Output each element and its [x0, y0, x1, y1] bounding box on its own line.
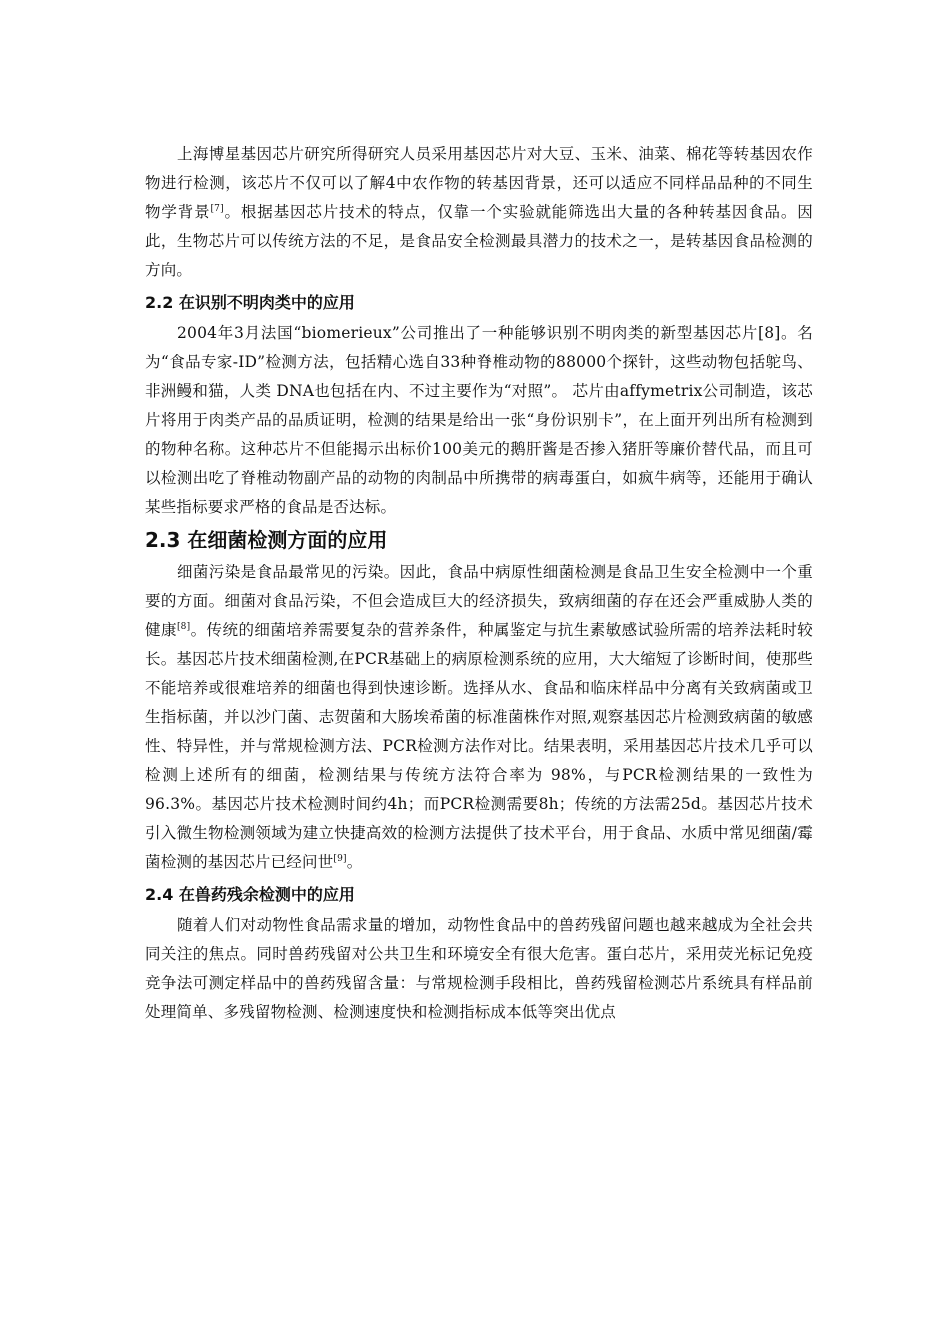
- paragraph-text: 。: [346, 853, 363, 871]
- document-page: [145, 140, 813, 1027]
- paragraph-bacteria-detection: [145, 558, 813, 877]
- paragraph-meat-identification: 2004年3月法国“biomerieux”公司推出了一种能够识别不明肉类的新型基因芯片[8]。名为“食品专家-ID”检测方法，包括精心选自33种脊椎动物的88000个探针，这些动物包括鸵鸟、非洲鳗和猫，人类 DNA也包括在内、不过主要作为“对照”。 芯片由affymetrix公司制造，该芯片将用于肉类产品的品质证明，检测的结果是给出一张“身份识别卡”，在上面开列出所有检测到的物种名称。这种芯片不但能揭示出标价100美元的鹅肝酱是否掺入猪肝等廉价替代品，而且可以检测出吃了脊椎动物副产品的动物的肉制品中所携带的病毒蛋白，如疯牛病等，还能用于确认某些指标要求严格的食品是否达标。: [145, 324, 813, 516]
- paragraph-text: 上海博星基因芯片研究所得研究人员采用基因芯片对大豆、玉米、油菜、棉花等转基因农作物进行检测，该芯片不仅可以了解4中农作物的转基因背景，还可以适应不同样品品种的不同生物学背景: [145, 145, 813, 221]
- citation-ref: [9]: [333, 853, 347, 864]
- paragraph-text: 细菌污染是食品最常见的污染。因此，食品中病原性细菌检测是食品卫生安全检测中一个重要的方面。细菌对食品污染，不但会造成巨大的经济损失，致病细菌的存在还会严重威胁人类的健康: [145, 563, 813, 639]
- section-heading-2-2: 2.2 在识别不明肉类中的应用: [145, 293, 355, 312]
- citation-ref: [8]: [176, 621, 191, 632]
- citation-ref: [7]: [210, 203, 224, 214]
- section-heading-2-4: 2.4 在兽药残余检测中的应用: [145, 885, 355, 904]
- paragraph-veterinary-residue: 随着人们对动物性食品需求量的增加，动物性食品中的兽药残留问题也越来越成为全社会共同关注的焦点。同时兽药残留对公共卫生和环境安全有很大危害。蛋白芯片，采用荧光标记免疫竞争法可测定样品中的兽药残留含量：与常规检测手段相比，兽药残留检测芯片系统具有样品前处理简单、多残留物检测、检测速度快和检测指标成本低等突出优点: [145, 916, 813, 1021]
- paragraph-text: 。根据基因芯片技术的特点，仅靠一个实验就能筛选出大量的各种转基因食品。因此，生物芯片可以传统方法的不足，是食品安全检测最具潜力的技术之一，是转基因食品检测的方向。: [145, 203, 813, 279]
- paragraph-text: 。传统的细菌培养需要复杂的营养条件，种属鉴定与抗生素敏感试验所需的培养法耗时较长。基因芯片技术细菌检测,在PCR基础上的病原检测系统的应用，大大缩短了诊断时间，使那些不能培养或很难培养的细菌也得到快速诊断。选择从水、食品和临床样品中分离有关致病菌或卫生指标菌，并以沙门菌、志贺菌和大肠埃希菌的标准菌株作对照,观察基因芯片检测致病菌的敏感性、特异性，并与常规检测方法、PCR检测方法作对比。结果表明，采用基因芯片技术几乎可以检测上述所有的细菌，检测结果与传统方法符合率为 98%，与PCR检测结果的一致性为96.3%。基因芯片技术检测时间约4h；而PCR检测需要8h；传统的方法需25d。基因芯片技术引入微生物检测领域为建立快捷高效的检测方法提供了技术平台，用于食品、水质中常见细菌/霉菌检测的基因芯片已经问世: [145, 621, 813, 871]
- section-heading-2-3: 2.3 在细菌检测方面的应用: [145, 528, 388, 552]
- paragraph-transgenic-detection: [145, 140, 813, 285]
